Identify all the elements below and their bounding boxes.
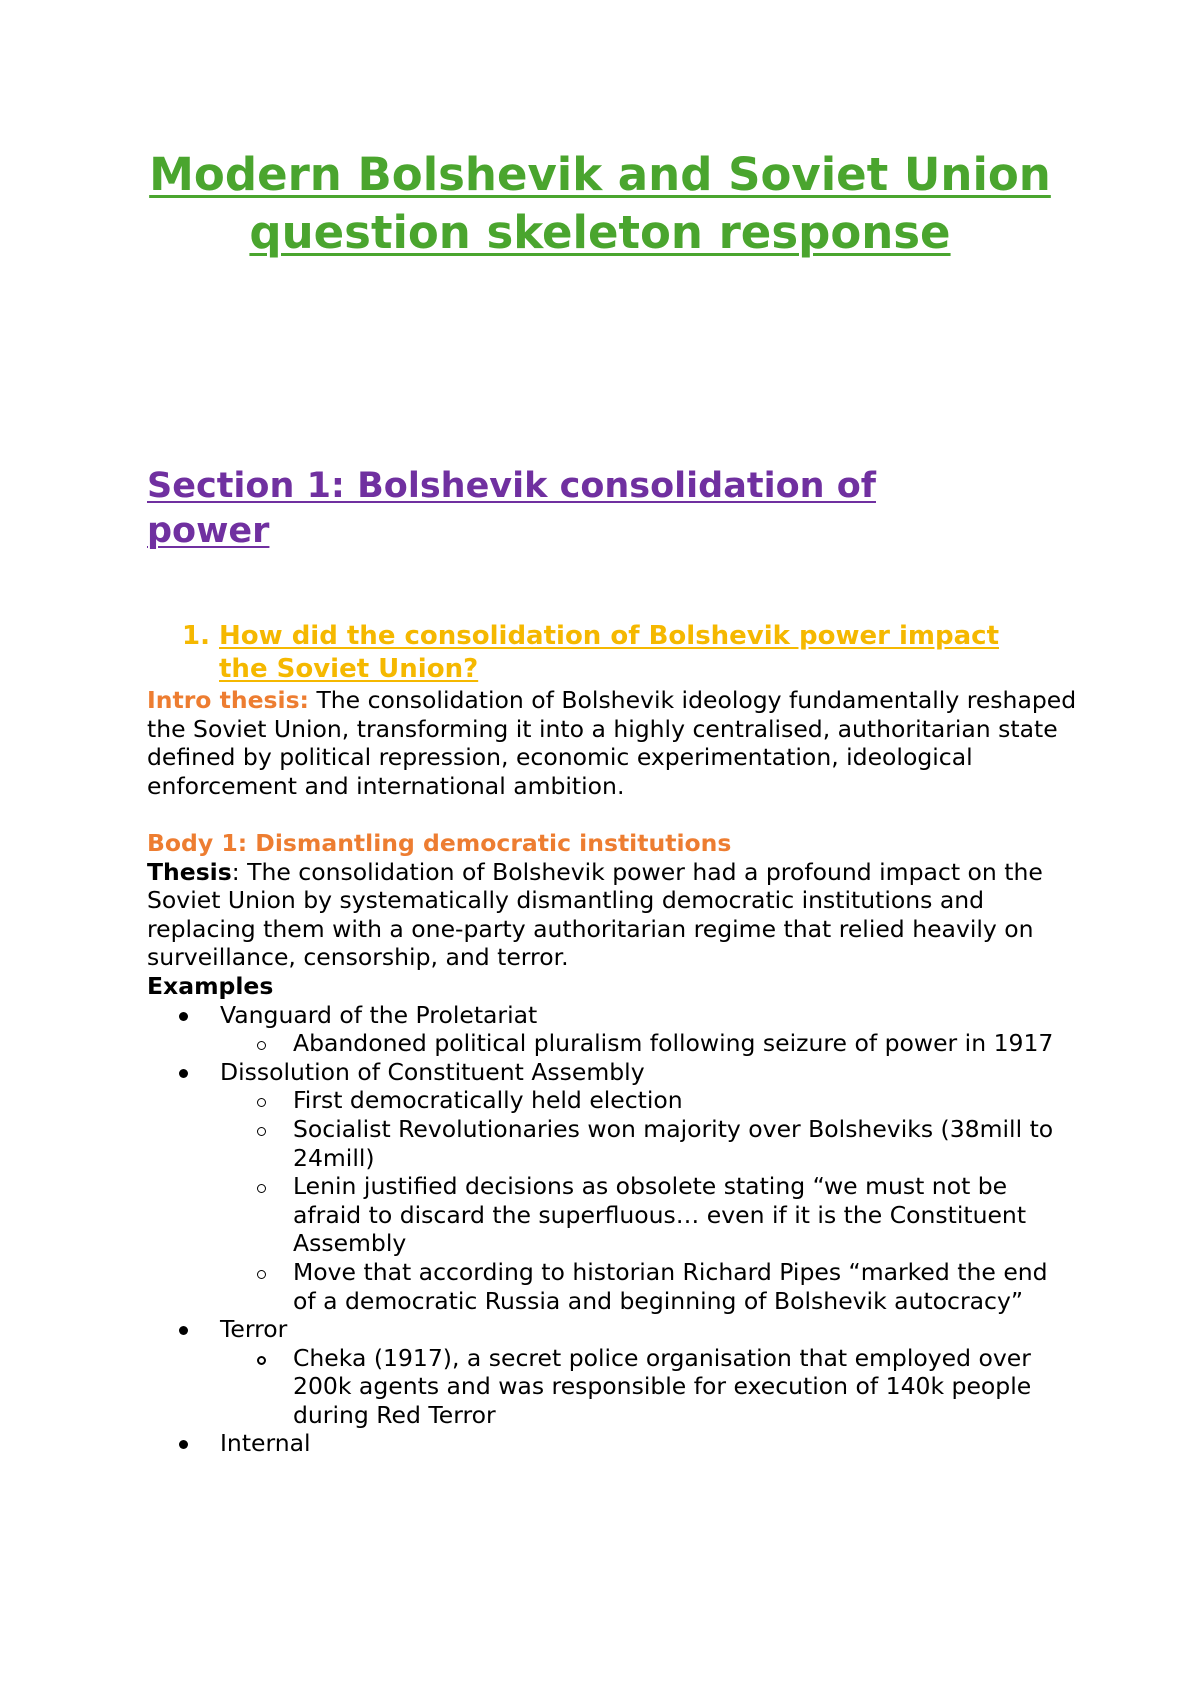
- sub-list-item: [220, 1115, 1077, 1172]
- list-item: [147, 1058, 1077, 1315]
- sub-point: Abandoned political pluralism following seizure of power in 1917: [293, 1029, 1054, 1058]
- sub-point: Lenin justified decisions as obsolete stating “we must not be afraid to discard the superfluous… even if it is the Constituent Assembly: [293, 1172, 1027, 1258]
- hollow-bullet-icon: [257, 1127, 266, 1136]
- sub-point: Socialist Revolutionaries won majority over Bolsheviks (38mill to 24mill): [293, 1114, 1054, 1172]
- sub-list: [220, 1029, 1077, 1058]
- sub-list: [220, 1344, 1077, 1430]
- example-label: Terror: [220, 1315, 288, 1344]
- hollow-bullet-icon: [257, 1041, 266, 1050]
- list-item: [147, 1315, 1077, 1429]
- thesis-text: : The consolidation of Bolshevik power had a profound impact on the Soviet Union by systematically dismantling democratic institutions and replacing them with a one-party authoritarian regime that relied heavily on surveillance, censorship, and terror.: [147, 857, 1043, 972]
- question-text: How did the consolidation of Bolshevik power impact the Soviet Union?: [219, 621, 1000, 684]
- bullet-icon: [179, 1326, 188, 1335]
- sub-list-item: [220, 1029, 1077, 1058]
- bullet-icon: [179, 1069, 188, 1078]
- sub-point: First democratically held election: [293, 1086, 683, 1115]
- sub-list-item: [220, 1086, 1077, 1115]
- intro-text: The consolidation of Bolshevik ideology fundamentally reshaped the Soviet Union, transforming it into a highly centralised, authoritarian state defined by political repression, economic experimentation, ideological enforcement and international ambition.: [147, 686, 1077, 800]
- examples-label: Examples: [147, 971, 274, 1000]
- sub-list-item: [220, 1172, 1077, 1258]
- sub-list-item: [220, 1258, 1077, 1315]
- example-label: Internal: [220, 1429, 311, 1458]
- example-label: Dissolution of Constituent Assembly: [220, 1057, 645, 1086]
- bullet-icon: [179, 1012, 188, 1021]
- intro-label: Intro thesis:: [147, 686, 309, 714]
- thesis-label: Thesis: [147, 857, 232, 886]
- body-1-heading: Body 1: Dismantling democratic institutions: [147, 829, 732, 857]
- hollow-bullet-icon: [257, 1270, 266, 1279]
- examples-list: [147, 1001, 1077, 1459]
- hollow-bullet-icon: [257, 1356, 266, 1365]
- body-1-block: [147, 829, 1077, 1458]
- body-1-thesis: [147, 858, 1077, 972]
- list-item: [147, 1001, 1077, 1058]
- bullet-icon: [179, 1440, 188, 1449]
- hollow-bullet-icon: [257, 1184, 266, 1193]
- list-item: [147, 1429, 1077, 1458]
- question-number: 1.: [182, 621, 210, 651]
- hollow-bullet-icon: [257, 1098, 266, 1107]
- question-item: [182, 620, 1002, 686]
- section-heading: Section 1: Bolshevik consolidation of power: [147, 466, 876, 551]
- sub-list: [220, 1086, 1077, 1315]
- example-label: Vanguard of the Proletariat: [220, 1000, 538, 1029]
- sub-list-item: [220, 1344, 1077, 1430]
- sub-point: Move that according to historian Richard Pipes “marked the end of a democratic Russia and beginning of Bolshevik autocracy”: [293, 1257, 1048, 1315]
- intro-paragraph: [147, 686, 1077, 800]
- document-title: Modern Bolshevik and Soviet Union question skeleton response: [149, 148, 1051, 259]
- sub-point: Cheka (1917), a secret police organisation that employed over 200k agents and was responsible for execution of 140k people during Red Terror: [293, 1343, 1032, 1429]
